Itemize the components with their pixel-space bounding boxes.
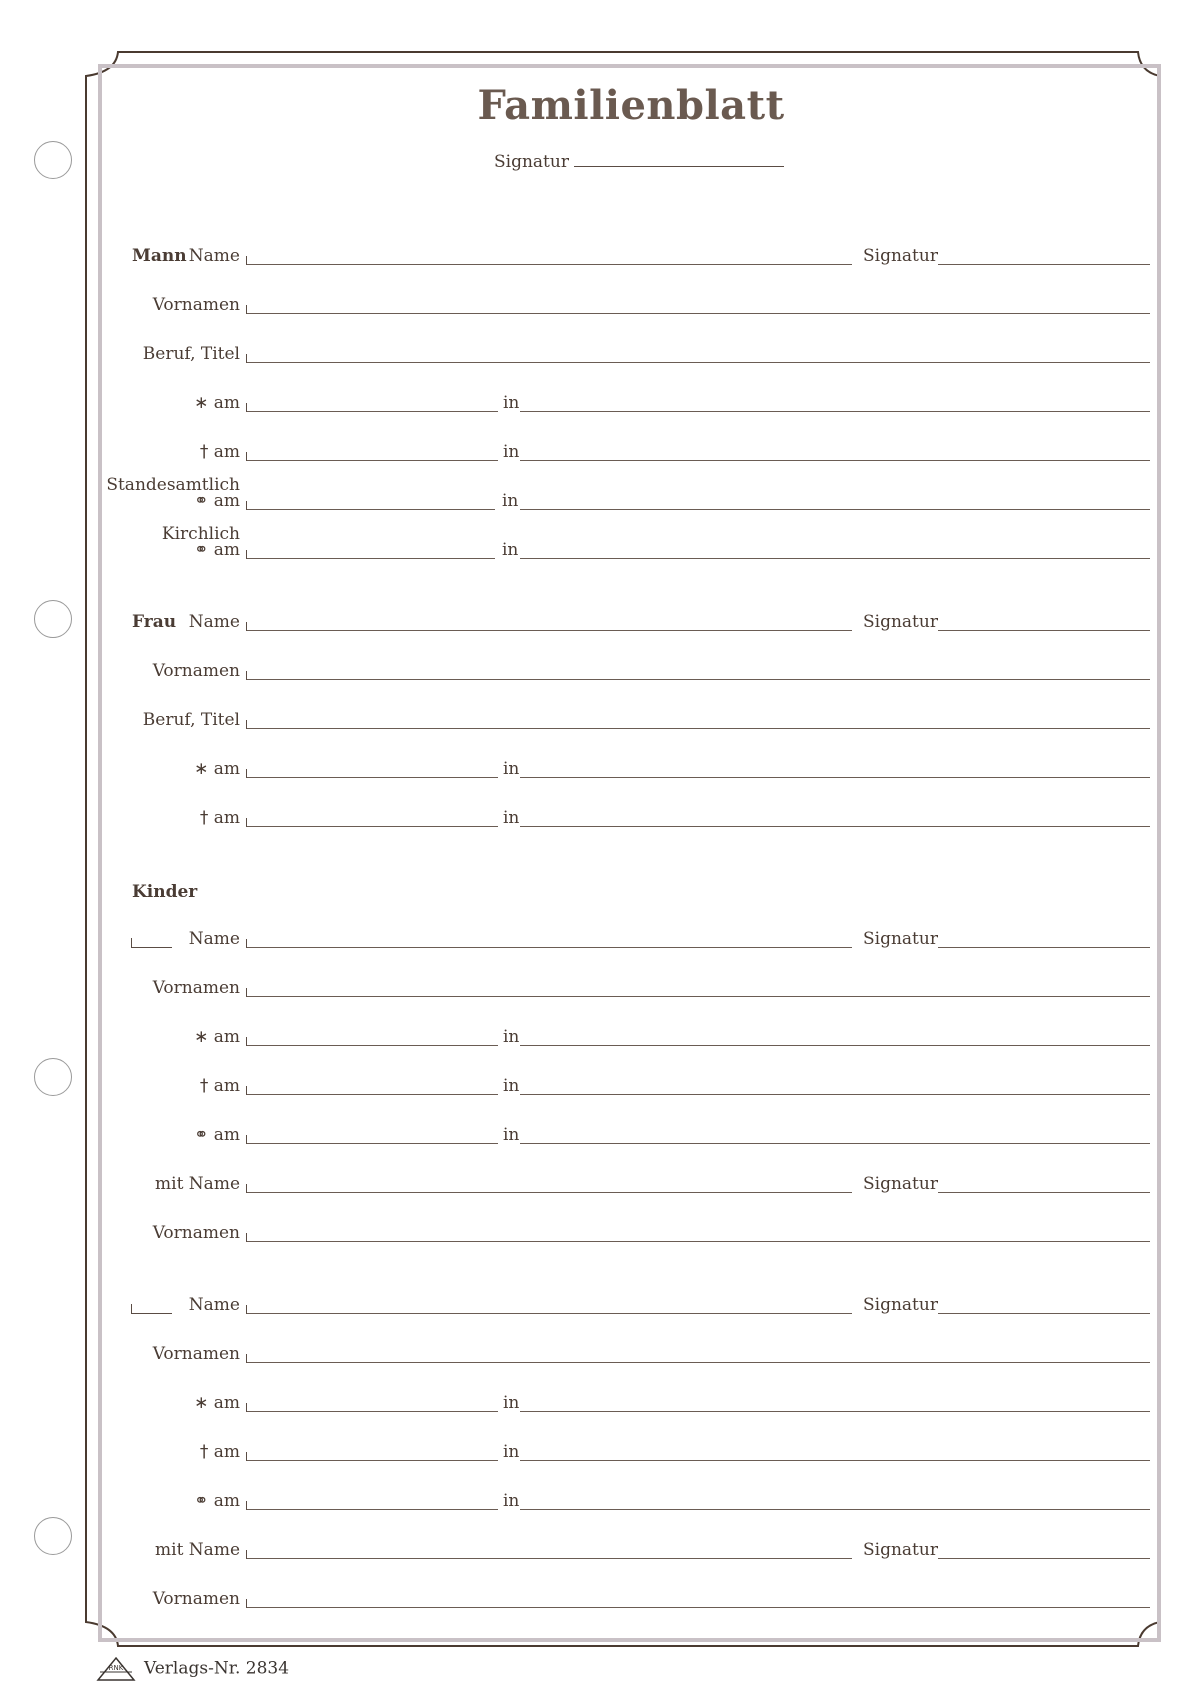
field-label — [200, 1076, 240, 1096]
publisher-logo-icon — [96, 1656, 136, 1682]
vornamen-label: Vornamen — [152, 661, 240, 681]
am-label: am — [213, 1076, 240, 1096]
kinder-ehe-row — [0, 1491, 1200, 1515]
am-label: am — [213, 393, 240, 413]
mann-gestorben-date-field[interactable] — [247, 460, 498, 461]
standesamtlich-type-label: Standesamtlich — [106, 475, 240, 495]
field-label — [153, 1344, 240, 1364]
field-label — [153, 661, 240, 681]
kinder-mit-name-row — [0, 1540, 1200, 1564]
field-label — [194, 1027, 240, 1047]
kinder-geboren-date-field[interactable] — [247, 1045, 498, 1046]
kinder-partner-vornamen-row — [0, 1223, 1200, 1247]
field-label — [189, 612, 240, 632]
in-label: in — [503, 1393, 520, 1413]
geboren-symbol: ∗ — [194, 1393, 209, 1413]
mann-beruf-row — [0, 344, 1200, 368]
am-label: am — [213, 491, 240, 511]
field-label — [200, 808, 240, 828]
svg-text:RNK: RNK — [108, 1664, 124, 1672]
field-label — [189, 246, 240, 266]
kinder-vornamen-row — [0, 1344, 1200, 1368]
frau-vornamen-field[interactable] — [247, 679, 1150, 680]
kinder-gestorben-date-field[interactable] — [247, 1460, 498, 1461]
ehe-symbol: ⚭ — [194, 1491, 209, 1511]
signatur-label: Signatur — [863, 1174, 938, 1194]
am-label: am — [213, 1125, 240, 1145]
field-label — [153, 295, 240, 315]
vornamen-label: Vornamen — [152, 978, 240, 998]
gestorben-symbol: † — [199, 1442, 209, 1462]
mann-signatur-field[interactable] — [938, 264, 1150, 265]
signatur-label: Signatur — [863, 1540, 938, 1560]
signatur-label: Signatur — [863, 929, 938, 949]
kinder-gestorben-row — [0, 1076, 1200, 1100]
beruf-label: Beruf, Titel — [142, 344, 240, 364]
kinder-ehe-date-field[interactable] — [247, 1143, 498, 1144]
vornamen-label: Vornamen — [152, 1344, 240, 1364]
kinder-ehe-place-field[interactable] — [520, 1509, 1150, 1510]
beruf-label: Beruf, Titel — [142, 710, 240, 730]
mann-vornamen-field[interactable] — [247, 313, 1150, 314]
kinder-mit-signatur-field[interactable] — [938, 1558, 1150, 1559]
frau-vornamen-row — [0, 661, 1200, 685]
kinder-vornamen-field[interactable] — [247, 1362, 1150, 1363]
gestorben-symbol: † — [199, 442, 209, 462]
in-label: in — [503, 759, 520, 779]
ehe-symbol: ⚭ — [194, 1125, 209, 1145]
kinder-name-row — [0, 1295, 1200, 1319]
am-label: am — [213, 808, 240, 828]
field-label — [155, 1174, 240, 1194]
mit-name-label: mit Name — [155, 1174, 240, 1194]
name-label: Name — [188, 246, 240, 266]
frau-signatur-field[interactable] — [938, 630, 1150, 631]
frau-section-label: Frau — [132, 612, 177, 632]
name-label: Name — [188, 1295, 240, 1315]
in-label: in — [503, 1125, 520, 1145]
field-label — [194, 393, 240, 413]
in-label: in — [503, 808, 520, 828]
in-label: in — [502, 540, 519, 560]
partner-vornamen-label: Vornamen — [152, 1589, 240, 1609]
am-label: am — [213, 540, 240, 560]
signatur-label: Signatur — [863, 1295, 938, 1315]
geboren-symbol: ∗ — [194, 759, 209, 779]
in-label: in — [502, 491, 519, 511]
frau-beruf-row — [0, 710, 1200, 734]
kinder-gestorben-place-field[interactable] — [520, 1460, 1150, 1461]
mann-kirchlich-row — [0, 524, 1200, 564]
gestorben-symbol: † — [199, 808, 209, 828]
kinder-ehe-place-field[interactable] — [520, 1143, 1150, 1144]
kinder-mit-name-row — [0, 1174, 1200, 1198]
kinder-partner-vornamen-row — [0, 1589, 1200, 1613]
kinder-section-label: Kinder — [132, 882, 198, 902]
gestorben-symbol: † — [199, 1076, 209, 1096]
field-label — [189, 1295, 240, 1315]
mann-vornamen-row — [0, 295, 1200, 319]
name-label: Name — [188, 612, 240, 632]
geboren-symbol: ∗ — [194, 393, 209, 413]
kind-number-field[interactable] — [131, 1304, 172, 1314]
footer — [96, 1656, 289, 1682]
mann-gestorben-place-field[interactable] — [520, 460, 1150, 461]
in-label: in — [503, 1027, 520, 1047]
frau-beruf-field[interactable] — [247, 728, 1150, 729]
field-label — [194, 1125, 240, 1145]
verlags-nr: Verlags-Nr. 2834 — [144, 1658, 290, 1679]
field-label — [200, 442, 240, 462]
mann-standesamtlich-date-field[interactable] — [247, 509, 495, 510]
am-label: am — [213, 1027, 240, 1047]
field-label — [143, 710, 240, 730]
kinder-name-field[interactable] — [247, 947, 852, 948]
kinder-geboren-row — [0, 1393, 1200, 1417]
field-label — [194, 759, 240, 779]
kinder-partner-vornamen-field[interactable] — [247, 1241, 1150, 1242]
mann-standesamtlich-place-field[interactable] — [520, 509, 1150, 510]
mann-geboren-place-field[interactable] — [520, 411, 1150, 412]
kinder-signatur-field[interactable] — [938, 1313, 1150, 1314]
field-label — [194, 491, 240, 511]
field-label — [153, 978, 240, 998]
mann-kirchlich-place-field[interactable] — [520, 558, 1150, 559]
field-label — [153, 1223, 240, 1243]
frau-geboren-place-field[interactable] — [520, 777, 1150, 778]
kinder-mit-name-field[interactable] — [247, 1192, 852, 1193]
page-title: Familienblatt — [477, 82, 785, 129]
mann-beruf-field[interactable] — [247, 362, 1150, 363]
frau-gestorben-place-field[interactable] — [520, 826, 1150, 827]
mann-standesamtlich-row — [0, 475, 1200, 515]
field-label — [194, 540, 240, 560]
kinder-name-row — [0, 929, 1200, 953]
kinder-geboren-date-field[interactable] — [247, 1411, 498, 1412]
in-label: in — [503, 1491, 520, 1511]
frau-name-field[interactable] — [247, 630, 852, 631]
am-label: am — [213, 1393, 240, 1413]
frau-geboren-row — [0, 759, 1200, 783]
frau-geboren-date-field[interactable] — [247, 777, 498, 778]
field-label — [155, 1540, 240, 1560]
marriage-symbol: ⚭ — [194, 491, 209, 511]
title-signature-label: Signatur — [494, 152, 569, 172]
kinder-gestorben-date-field[interactable] — [247, 1094, 498, 1095]
kinder-gestorben-row — [0, 1442, 1200, 1466]
signatur-label: Signatur — [863, 246, 938, 266]
title-signature[interactable] — [494, 152, 784, 172]
am-label: am — [213, 759, 240, 779]
mann-kirchlich-date-field[interactable] — [247, 558, 495, 559]
kinder-mit-name-field[interactable] — [247, 1558, 852, 1559]
in-label: in — [503, 1076, 520, 1096]
field-label — [143, 344, 240, 364]
mann-geboren-date-field[interactable] — [247, 411, 498, 412]
field-label — [194, 1393, 240, 1413]
am-label: am — [213, 1491, 240, 1511]
in-label: in — [503, 442, 520, 462]
mann-name-row — [0, 246, 1200, 270]
kinder-vornamen-field[interactable] — [247, 996, 1150, 997]
mann-geboren-row — [0, 393, 1200, 417]
field-label — [189, 929, 240, 949]
field-label — [153, 1589, 240, 1609]
kinder-mit-signatur-field[interactable] — [938, 1192, 1150, 1193]
kirchlich-type-label: Kirchlich — [161, 524, 240, 544]
field-label — [194, 1491, 240, 1511]
kinder-name-field[interactable] — [247, 1313, 852, 1314]
kinder-geboren-row — [0, 1027, 1200, 1051]
partner-vornamen-label: Vornamen — [152, 1223, 240, 1243]
in-label: in — [503, 393, 520, 413]
vornamen-label: Vornamen — [152, 295, 240, 315]
marriage-symbol: ⚭ — [194, 540, 209, 560]
name-label: Name — [188, 929, 240, 949]
kind-number-field[interactable] — [131, 938, 172, 948]
mit-name-label: mit Name — [155, 1540, 240, 1560]
am-label: am — [213, 1442, 240, 1462]
field-label — [200, 1442, 240, 1462]
kinder-vornamen-row — [0, 978, 1200, 1002]
kinder-partner-vornamen-field[interactable] — [247, 1607, 1150, 1608]
mann-name-field[interactable] — [247, 264, 852, 265]
kinder-ehe-row — [0, 1125, 1200, 1149]
kinder-section-row — [0, 882, 1200, 906]
in-label: in — [503, 1442, 520, 1462]
kinder-gestorben-place-field[interactable] — [520, 1094, 1150, 1095]
kinder-ehe-date-field[interactable] — [247, 1509, 498, 1510]
signatur-label: Signatur — [863, 612, 938, 632]
title-signature-line[interactable] — [574, 154, 784, 167]
am-label: am — [213, 442, 240, 462]
mann-section-label: Mann — [132, 246, 187, 266]
kinder-signatur-field[interactable] — [938, 947, 1150, 948]
mann-gestorben-row — [0, 442, 1200, 466]
geboren-symbol: ∗ — [194, 1027, 209, 1047]
kinder-geboren-place-field[interactable] — [520, 1045, 1150, 1046]
frau-gestorben-date-field[interactable] — [247, 826, 498, 827]
frau-name-row — [0, 612, 1200, 636]
kinder-geboren-place-field[interactable] — [520, 1411, 1150, 1412]
frau-gestorben-row — [0, 808, 1200, 832]
